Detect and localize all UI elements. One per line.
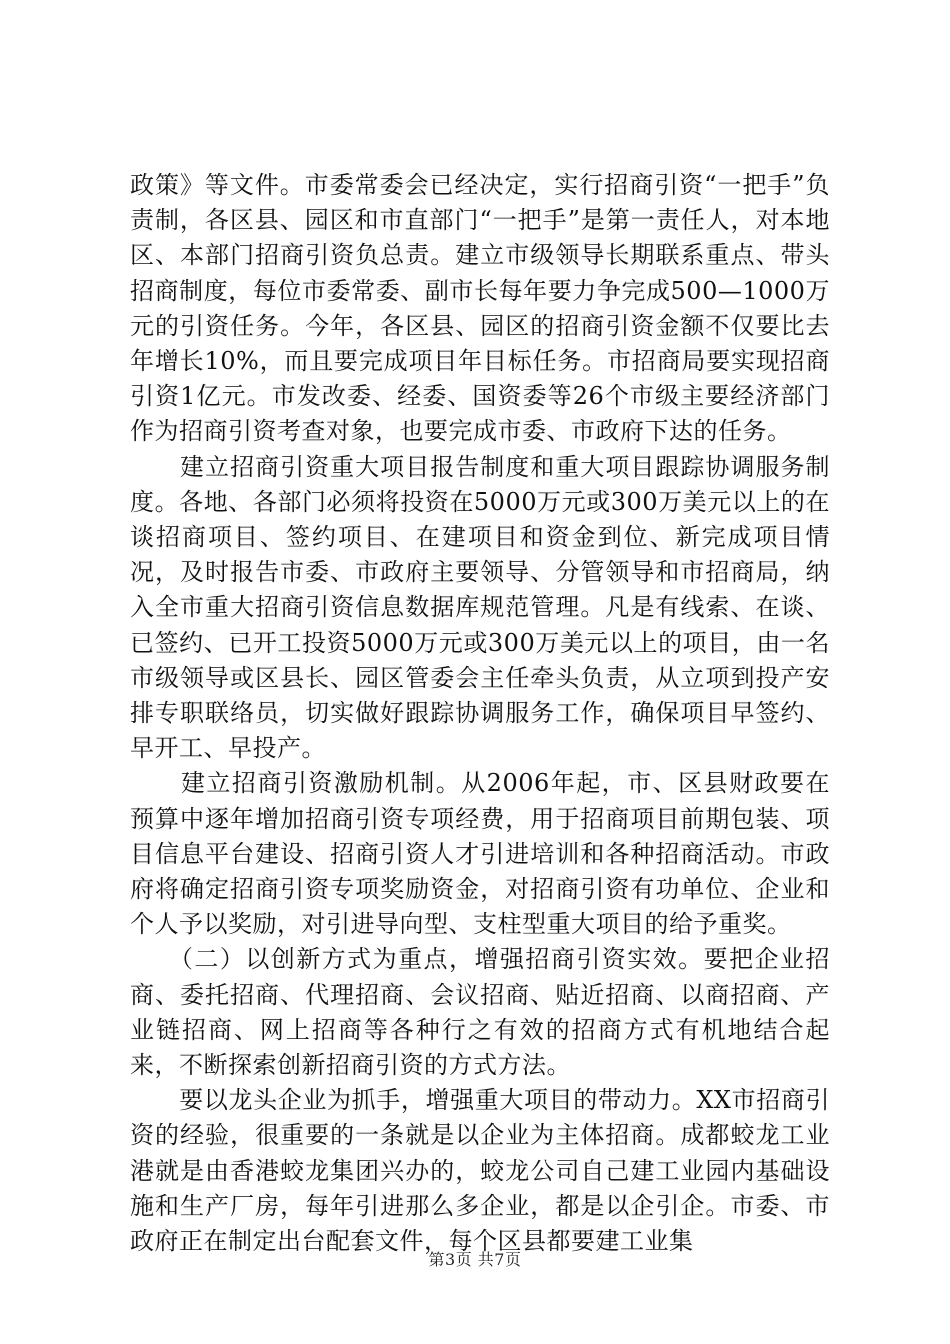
paragraph-3: 建立招商引资激励机制。从2006年起，市、区县财政要在预算中逐年增加招商引资专项经费，用于招商项目前期包装、项目信息平台建设、招商引资人才引进培训和各种招商活动。市政府将确定招商引资专项奖励资金，对招商引资有功单位、企业和个人予以奖励，对引进导向型、支柱型重大项目的给予重奖。 [130, 769, 830, 939]
document-body [130, 168, 830, 1259]
paragraph-5: 要以龙头企业为抓手，增强重大项目的带动力。XX市招商引资的经验，很重要的一条就是以企业为主体招商。成都蛟龙工业港就是由香港蛟龙集团兴办的，蛟龙公司自己建工业园内基础设施和生产厂房，每年引进那么多企业，都是以企引企。市委、市政府正在制定出台配套文件，每个区县都要建工业集 [130, 1086, 830, 1256]
page-footer: 第3页 共7页 [428, 1250, 522, 1269]
paragraph-4: （二）以创新方式为重点，增强招商引资实效。要把企业招商、委托招商、代理招商、会议招商、贴近招商、以商招商、产业链招商、网上招商等各种行之有效的招商方式有机地结合起来，不断探索创新招商引资的方式方法。 [130, 945, 830, 1080]
paragraph-2: 建立招商引资重大项目报告制度和重大项目跟踪协调服务制度。各地、各部门必须将投资在5000万元或300万美元以上的在谈招商项目、签约项目、在建项目和资金到位、新完成项目情况，及时报告市委、市政府主要领导、分管领导和市招商局，纳入全市重大招商引资信息数据库规范管理。凡是有线索、在谈、已签约、已开工投资5000万元或300万美元以上的项目，由一名市级领导或区县长、园区管委会主任牵头负责，从立项到投产安排专职联络员，切实做好跟踪协调服务工作，确保项目早签约、早开工、早投产。 [130, 452, 830, 763]
paragraph-1: 政策》等文件。市委常委会已经决定，实行招商引资“一把手”负责制，各区县、园区和市直部门“一把手”是第一责任人，对本地区、本部门招商引资负总责。建立市级领导长期联系重点、带头招商制度，每位市委常委、副市长每年要力争完成500—1000万元的引资任务。今年，各区县、园区的招商引资金额不仅要比去年增长10%，而且要完成项目年目标任务。市招商局要实现招商引资1亿元。市发改委、经委、国资委等26个市级主要经济部门作为招商引资考查对象，也要完成市委、市政府下达的任务。 [130, 171, 830, 446]
